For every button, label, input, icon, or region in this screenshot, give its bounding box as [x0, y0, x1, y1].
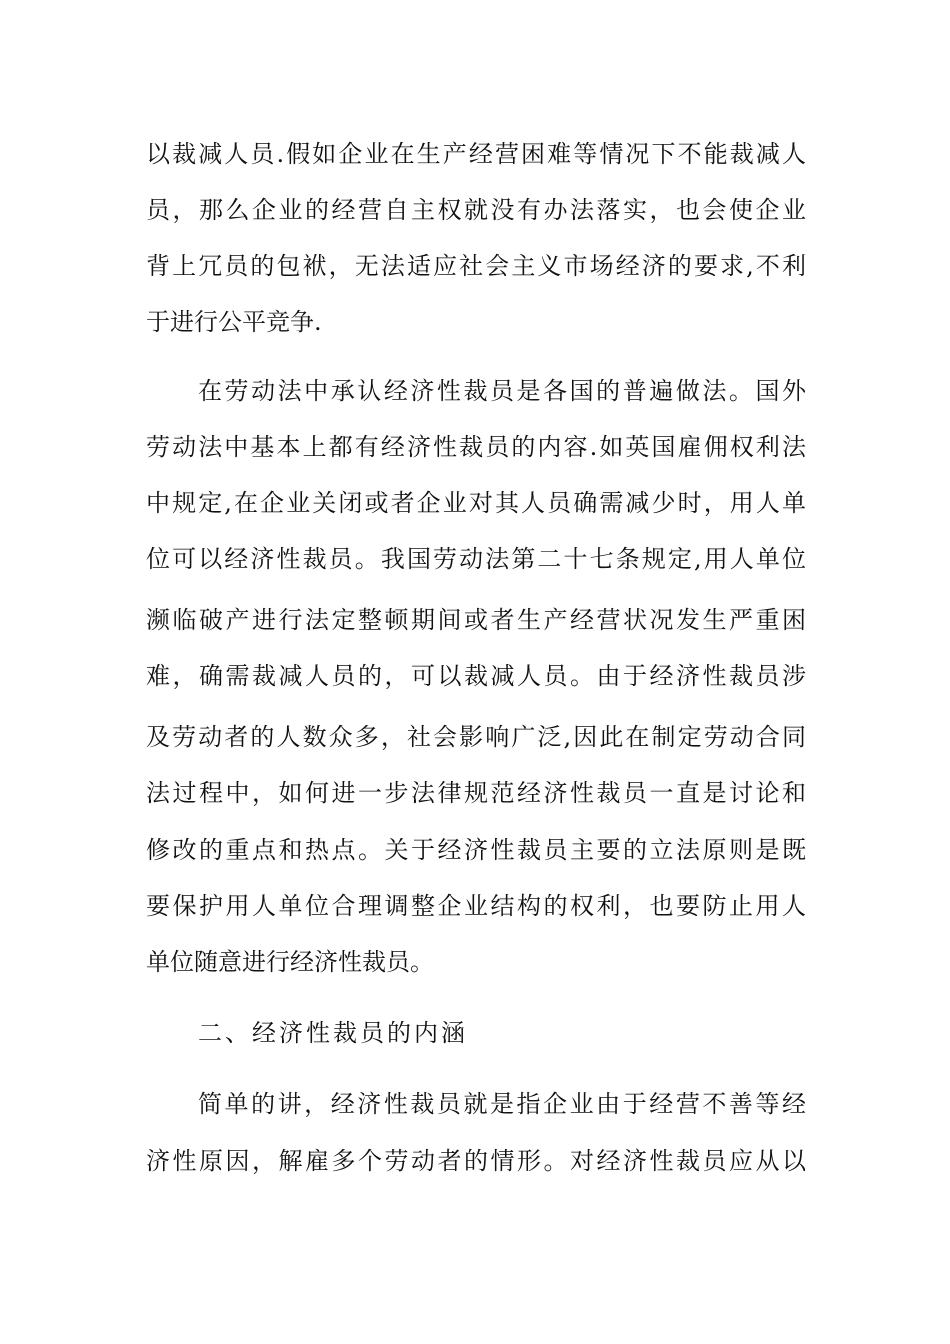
paragraph-2-line-9: 修改的重点和热点。关于经济性裁员主要的立法原则是既 — [146, 836, 806, 864]
paragraph-2-line-6: 难，确需裁减人员的，可以裁减人员。由于经济性裁员涉 — [146, 662, 806, 690]
paragraph-2-line-4: 位可以经济性裁员。我国劳动法第二十七条规定,用人单位 — [146, 545, 806, 573]
paragraph-3-line-1: 简单的讲，经济性裁员就是指企业由于经营不善等经 — [198, 1090, 806, 1118]
paragraph-1-line-3: 背上冗员的包袱，无法适应社会主义市场经济的要求,不利 — [146, 252, 806, 280]
paragraph-2-line-3: 中规定,在企业关闭或者企业对其人员确需减少时，用人单 — [146, 489, 806, 517]
paragraph-1-line-4: 于进行公平竞争. — [146, 308, 322, 336]
paragraph-2-line-11: 单位随意进行经济性裁员。 — [146, 948, 434, 976]
section-heading: 二、经济性裁员的内涵 — [198, 1019, 468, 1047]
paragraph-3-line-2: 济性原因，解雇多个劳动者的情形。对经济性裁员应从以 — [146, 1147, 806, 1175]
paragraph-2-line-2: 劳动法中基本上都有经济性裁员的内容.如英国雇佣权利法 — [146, 433, 806, 461]
paragraph-2-line-5: 濒临破产进行法定整顿期间或者生产经营状况发生严重困 — [146, 606, 806, 634]
paragraph-2-line-10: 要保护用人单位合理调整企业结构的权利，也要防止用人 — [146, 892, 806, 920]
paragraph-2-line-7: 及劳动者的人数众多，社会影响广泛,因此在制定劳动合同 — [146, 723, 806, 751]
paragraph-2-line-8: 法过程中，如何进一步法律规范经济性裁员一直是讨论和 — [146, 779, 806, 807]
paragraph-1-line-1: 以裁减人员.假如企业在生产经营困难等情况下不能裁减人 — [146, 140, 806, 168]
paragraph-2-line-1: 在劳动法中承认经济性裁员是各国的普遍做法。国外 — [198, 377, 806, 405]
paragraph-1-line-2: 员，那么企业的经营自主权就没有办法落实，也会使企业 — [146, 196, 806, 224]
